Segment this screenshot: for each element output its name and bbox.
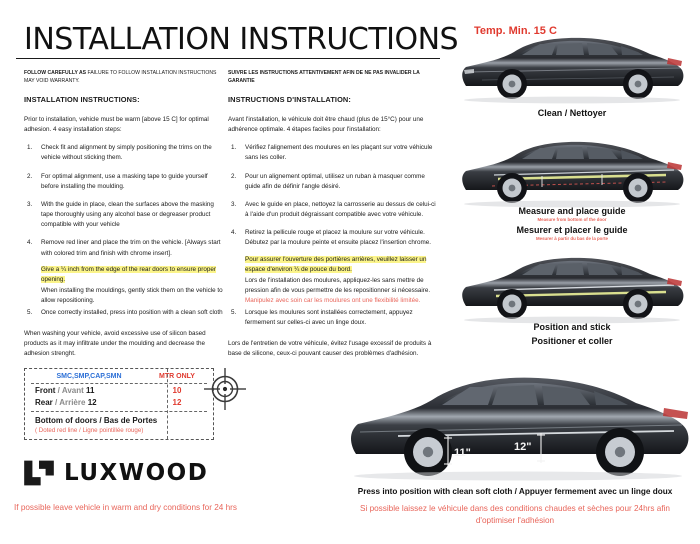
table-header-row — [31, 373, 207, 383]
list-item — [228, 308, 436, 328]
car-side-view-icon — [452, 132, 692, 210]
brand-logo — [22, 459, 208, 487]
step-number: 3. — [27, 200, 33, 208]
step-text: Remove red liner and place the trim on the vehicle. [Always start with colored trim and finish with chrome insert]. — [41, 239, 221, 257]
row-label-fr: Avant — [61, 385, 84, 395]
luxwood-mark-icon — [22, 459, 56, 487]
row-label-rear — [31, 398, 147, 407]
french-section-heading: INSTRUCTIONS D'INSTALLATION: — [228, 95, 351, 105]
english-steps-list — [24, 143, 224, 259]
step-text: Retirez la pellicule rouge et placez la moulure sur votre véhicule. Débutez par la moulure peinte et ensuite placez l'insertion chrome. — [245, 229, 432, 247]
table-vertical-divider — [167, 369, 168, 439]
figure-measure-image — [452, 132, 692, 210]
english-closing-note: When washing your vehicle, avoid excessive use of silicon based products as it may infiltrate under the moulding and decrease the adhesion strenght. — [24, 329, 206, 358]
row-value-right: 10 — [172, 385, 182, 395]
step-number: 1. — [27, 144, 33, 152]
footer-note-english: If possible leave vehicle in warm and dry conditions for 24 hrs — [14, 503, 237, 512]
list-item — [24, 200, 224, 231]
french-lede: Avant l'installation, le véhicule doit être chaud (plus de 15°C) pour une adhérence optimale. 4 étapes faciles pour l'installation: — [228, 115, 424, 133]
list-item — [24, 172, 224, 192]
crosshair-target-icon — [202, 366, 248, 412]
step-text: Pour un alignement optimal, utilisez un ruban à masquer comme guide afin de définir l'angle désiré. — [245, 172, 425, 190]
row-label-front — [31, 386, 147, 395]
step-number: 3. — [231, 200, 237, 208]
french-steps-list — [228, 143, 436, 249]
english-highlighted-note: Give a ¼ inch from the edge of the rear doors to ensure proper opening. — [41, 265, 217, 283]
french-after-highlight-text: Lors de l'installation des moulures, appliquez-les sans mettre de pression afin de vous permettre de les repositionner si nécessaire. — [245, 277, 431, 295]
figure-dimensions-image — [338, 362, 696, 486]
step-number: 4. — [27, 239, 33, 247]
figure-measure-caption-fr: Mesurer et placer le guide — [516, 225, 628, 235]
column-header-mtr: MTR ONLY — [159, 373, 195, 380]
figure-position-caption-fr: Positioner et coller — [531, 336, 613, 346]
figure-measure-caption-block — [452, 206, 692, 241]
english-lede: Prior to installation, vehicle must be warm [above 15 C] for optimal adhesion. 4 easy installation steps: — [24, 115, 209, 133]
row-value-left: 12 — [87, 397, 97, 407]
english-warranty-warning — [24, 70, 224, 85]
english-after-highlight: When installing the mouldings, gently stick them on the vehicle to allow repositioning. — [41, 287, 223, 305]
table-footer-sublabel: ( Doted red line / Ligne pointillée rouge) — [35, 427, 144, 434]
figure-measure-subcaption-fr: Mesurer à partir du bas de la porte — [536, 236, 608, 241]
english-warning-light: FAILURE TO FOLLOW INSTALLATION INSTRUCTIONS MAY VOID WARRANTY. — [24, 70, 217, 84]
car-side-view-dimensioned-icon — [338, 362, 696, 486]
english-instructions-column — [24, 70, 224, 359]
figure-measure-caption-en: Measure and place guide — [518, 206, 626, 216]
row-label-sep: / — [57, 385, 60, 395]
step-text: Once correctly installed, press into position with a clean soft cloth — [41, 308, 223, 316]
list-item — [228, 143, 436, 163]
row-label-fr: Arrière — [59, 397, 86, 407]
footer-note-french: Si possible laissez le véhicule dans des conditions chaudes et sèches pour 24hrs afin d'optimiser l'adhésion — [360, 504, 670, 526]
list-item — [24, 143, 224, 163]
list-item — [24, 238, 224, 258]
french-after-highlight-red: Manipulez avec soin car les moulures ont une flexibilité limitée. — [245, 297, 421, 305]
french-steps-list-cont — [228, 308, 436, 328]
row-value-left: 11 — [86, 385, 95, 395]
page-title: INSTALLATION INSTRUCTIONS — [24, 22, 459, 57]
french-after-highlight — [245, 276, 436, 307]
figure-measure-subcaption-en: Measure from bottom of the door — [537, 217, 607, 222]
row-label-sep: / — [55, 397, 58, 407]
french-instructions-column — [228, 70, 436, 359]
list-item — [228, 172, 436, 192]
list-item — [24, 308, 224, 318]
row-label-en: Front — [35, 385, 56, 395]
car-side-view-icon — [452, 28, 692, 106]
french-highlight-block — [228, 255, 436, 307]
column-header-models: SMC,SMP,CAP,SMN — [56, 373, 122, 380]
table-row — [31, 396, 207, 408]
temperature-note: Temp. Min. 15 C — [474, 25, 557, 37]
step-number: 4. — [231, 229, 237, 237]
title-divider — [16, 58, 440, 59]
row-value-right: 12 — [172, 397, 182, 407]
dimension-label-rear: 12" — [514, 441, 532, 453]
figure-press-caption: Press into position with clean soft cloth / Appuyer fermement avec un linge doux — [357, 487, 673, 496]
list-item — [228, 200, 436, 220]
english-highlight-block — [24, 265, 224, 307]
step-text: With the guide in place, clean the surfaces above the masking tape thoroughly using any alcohol base or degreaser product compatible with your vehicle — [41, 200, 214, 229]
figure-position-caption-en: Position and stick — [533, 322, 611, 332]
figure-clean-caption: Clean / Nettoyer — [537, 108, 607, 118]
step-number: 2. — [231, 172, 237, 180]
french-closing-note: Lors de l'entretien de votre véhicule, évitez l'usage excessif de produits à base de silicone, ceux-ci pouvant causer des problèmes d'adhésion. — [228, 339, 432, 358]
english-section-heading: INSTALLATION INSTRUCTIONS: — [24, 95, 140, 105]
specification-table — [24, 368, 214, 440]
step-text: Check fit and alignment by simply positioning the trims on the vehicle without sticking them. — [41, 144, 212, 162]
car-side-view-icon — [452, 248, 692, 326]
brand-name: LUXWOOD — [64, 460, 209, 486]
step-text: Avec le guide en place, nettoyez la carrosserie au dessus de celui-ci à l'aide d'un produit dégraissant compatible avec votre véhicule. — [245, 200, 436, 219]
english-warning-bold: FOLLOW CAREFULLY AS — [24, 70, 88, 76]
step-number: 5. — [27, 308, 33, 316]
french-warranty-warning: SUIVRE LES INSTRUCTIONS ATTENTIVEMENT AFIN DE NE PAS INVALIDER LA GARANTIE — [228, 70, 420, 84]
list-item — [228, 228, 436, 248]
step-text: Lorsque les moulures sont installées correctement, appuyez fermement sur celles-ci avec un linge doux. — [245, 308, 413, 326]
table-row — [31, 384, 207, 396]
step-number: 2. — [27, 172, 33, 180]
figure-position-image — [452, 248, 692, 326]
step-text: For optimal alignment, use a masking tape to guide yourself before installing the moulding. — [41, 172, 208, 190]
figure-position-caption-block — [452, 322, 692, 346]
step-number: 5. — [231, 308, 237, 316]
english-steps-list-cont — [24, 308, 224, 318]
step-number: 1. — [231, 144, 237, 152]
table-footer-label: Bottom of doors / Bas de Portes — [35, 416, 158, 425]
figure-clean-image — [452, 28, 692, 106]
dimension-label-front: 11" — [454, 447, 471, 459]
french-highlighted-note: Pour assurer l'ouverture des portières arrières, veuillez laisser un espace d'environ ¼ de pouce du bord. — [245, 255, 427, 273]
step-text: Vérifiez l'alignement des moulures en les plaçant sur votre véhicule sans les coller. — [245, 144, 433, 162]
row-label-en: Rear — [35, 397, 53, 407]
